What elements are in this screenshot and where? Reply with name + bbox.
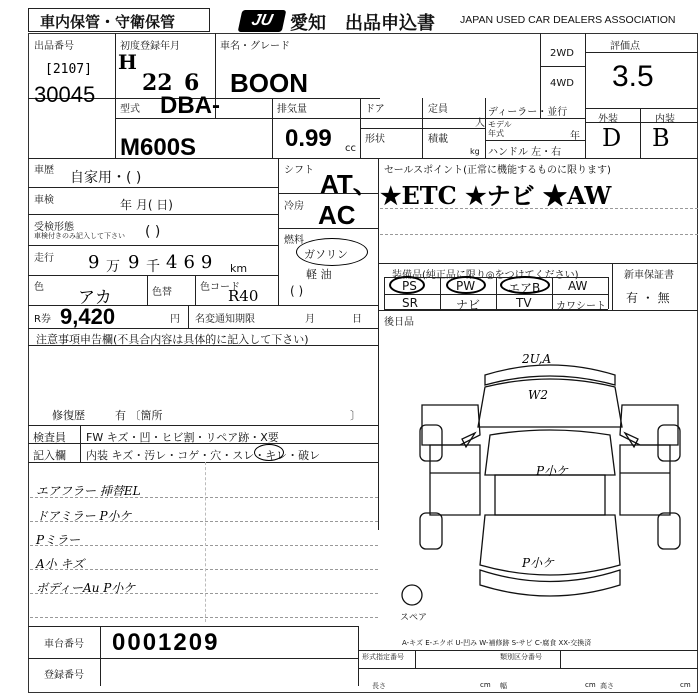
chassis-label: 車台番号 bbox=[44, 639, 84, 650]
drive-4wd-label: 4WD bbox=[550, 78, 574, 89]
col-line bbox=[195, 275, 196, 305]
row-line bbox=[358, 650, 698, 651]
col-line bbox=[384, 277, 385, 309]
mark-roof-front: W2 bbox=[528, 388, 548, 402]
col-line bbox=[608, 277, 609, 309]
row-line bbox=[585, 52, 698, 53]
entry-label: 記入欄 bbox=[33, 449, 66, 462]
lot-sub-value: [2107] bbox=[45, 62, 92, 77]
dealer-label: ディーラー・並行 bbox=[488, 107, 568, 118]
shift-value: AT、 bbox=[320, 169, 379, 199]
repair-label: 修復歴 bbox=[52, 409, 85, 422]
mileage-sen-value: 9 bbox=[128, 252, 140, 273]
history-value: 自家用・( ) bbox=[70, 170, 142, 186]
mark-rear: P小ケ bbox=[522, 556, 555, 570]
col-line bbox=[272, 98, 273, 158]
shaken-label: 車検 bbox=[34, 195, 54, 206]
back-date-label: 後日品 bbox=[384, 317, 414, 328]
length-label: 長さ bbox=[372, 682, 386, 690]
color-value: アカ bbox=[78, 288, 112, 308]
eq-ps: PS bbox=[402, 279, 417, 293]
ju-logo-text: JU bbox=[250, 12, 275, 29]
yen-label: 円 bbox=[170, 314, 180, 325]
col-line bbox=[415, 650, 416, 668]
rating-value: 3.5 bbox=[612, 60, 654, 93]
repair-close: 〕 bbox=[350, 409, 361, 422]
month-label: 月 bbox=[305, 314, 315, 325]
col-line bbox=[378, 158, 379, 530]
class-no-label: 類別区分番号 bbox=[500, 653, 542, 661]
drive-2wd-label: 2WD bbox=[550, 48, 574, 59]
interior-row: 内装 キズ・汚レ・コゲ・穴・スレ・キレ・破レ bbox=[86, 449, 321, 462]
year-unit-label: 年 bbox=[570, 131, 580, 142]
color-label: 色 bbox=[34, 282, 44, 293]
col-line bbox=[485, 98, 486, 158]
r-ken-value: 9,420 bbox=[60, 304, 116, 329]
mileage-rest-value: 469 bbox=[166, 252, 219, 273]
sales-point-value: ★ETC ★ナビ ★AW bbox=[380, 181, 612, 210]
handle-label: ハンドル 左・右 bbox=[488, 147, 562, 158]
width-unit: cm bbox=[585, 681, 596, 689]
exterior-label: 外装 bbox=[598, 114, 618, 125]
row-line bbox=[28, 187, 278, 188]
fuel-gas-circle bbox=[296, 238, 368, 266]
row-line bbox=[28, 214, 278, 215]
mileage-man-unit: 万 bbox=[106, 259, 120, 275]
row-line bbox=[378, 263, 698, 264]
receipt-note: 車検付きのみ記入して下さい bbox=[34, 232, 125, 240]
spare-label: スペア bbox=[400, 613, 428, 623]
shape-label: 形状 bbox=[365, 134, 385, 145]
col-line bbox=[560, 650, 561, 668]
aircon-label: 冷房 bbox=[284, 201, 304, 212]
handwritten-note-2: ドアミラー P小ケ bbox=[36, 509, 132, 523]
eq-airbag-circle bbox=[500, 276, 550, 294]
eq-ps-circle bbox=[389, 276, 425, 294]
notes-label: 注意事項申告欄(不具合内容は具体的に記入して下さい) bbox=[36, 333, 309, 346]
col-line bbox=[188, 305, 189, 328]
row-line bbox=[360, 128, 485, 129]
scratch-circle bbox=[254, 444, 284, 461]
eq-cassette: カワシート bbox=[556, 301, 606, 312]
document-title: 出品申込書 bbox=[345, 13, 435, 34]
handwritten-note-5: ボディーAu P小ケ bbox=[36, 581, 136, 595]
col-line bbox=[205, 462, 206, 622]
model-prefix-value: DBA- bbox=[160, 92, 220, 119]
dash-line bbox=[30, 617, 378, 618]
row-line bbox=[28, 345, 378, 346]
col-line bbox=[100, 626, 101, 686]
car-diagram bbox=[400, 345, 700, 615]
model-label: 型式 bbox=[120, 104, 140, 115]
form-no-label: 形式指定番号 bbox=[362, 653, 404, 661]
rating-label: 評価点 bbox=[610, 41, 640, 52]
cc-label: cc bbox=[345, 143, 356, 154]
car-name-label: 車名・グレード bbox=[220, 41, 290, 52]
damage-legend: A-キズ E-エクボ U-凹み W-補修跡 S-サビ C-腐食 XX-交換済 bbox=[402, 639, 592, 647]
col-line bbox=[147, 275, 148, 305]
receipt-form-label: 受検形態 bbox=[34, 222, 74, 233]
mark-roof: P小ケ bbox=[536, 464, 569, 478]
sales-point-label: セールスポイント(正常に機能するものに限ります) bbox=[384, 165, 611, 176]
mark-front: 2U,A bbox=[522, 352, 552, 366]
equipment-label: 装備品(純正品に限り◎をつけてください) bbox=[392, 270, 579, 281]
col-line bbox=[278, 158, 279, 305]
fuel-gas-option: ガソリン bbox=[304, 248, 348, 261]
persons-label: 人 bbox=[475, 118, 485, 129]
interior-grade-value: B bbox=[652, 124, 670, 152]
warranty-label: 新車保証書 bbox=[624, 270, 674, 281]
kg-label: kg bbox=[470, 147, 480, 156]
dash-line bbox=[380, 208, 698, 209]
reg-no-label: 登録番号 bbox=[44, 670, 84, 681]
row-line bbox=[585, 108, 698, 109]
fuel-other-option: ( ) bbox=[290, 284, 304, 298]
doors-label: ドア bbox=[365, 104, 385, 115]
handwritten-note-4: A小 キズ bbox=[36, 557, 85, 571]
displacement-label: 排気量 bbox=[277, 104, 307, 115]
brand-name: 愛知 bbox=[290, 13, 326, 34]
association-name: JAPAN USED CAR DEALERS ASSOCIATION bbox=[460, 14, 676, 26]
col-line bbox=[115, 33, 116, 158]
color-change-label: 色替 bbox=[152, 287, 172, 298]
row-line bbox=[540, 66, 585, 67]
warranty-value: 有 ・ 無 bbox=[626, 291, 670, 305]
handwritten-note-3: Pミラー bbox=[36, 533, 81, 547]
eq-tv: TV bbox=[516, 296, 532, 310]
eq-aw: AW bbox=[568, 279, 588, 293]
handwritten-note-1: エアフラー 挿替EL bbox=[36, 484, 141, 498]
length-unit: cm bbox=[480, 681, 491, 689]
eq-pw: PW bbox=[456, 279, 476, 293]
col-line bbox=[612, 263, 613, 310]
fuel-label: 燃料 bbox=[284, 235, 304, 246]
reg-year-value: 22 bbox=[142, 70, 173, 96]
name-change-label: 名変通知期限 bbox=[195, 314, 255, 325]
model-code-value: M600S bbox=[120, 134, 197, 161]
chassis-value: 0001209 bbox=[112, 629, 220, 656]
dash-line bbox=[30, 545, 378, 546]
mileage-sen-unit: 千 bbox=[146, 259, 160, 275]
lot-number-value: 30045 bbox=[34, 82, 96, 107]
eq-navi: ナビ bbox=[456, 298, 481, 312]
reg-month-value: 6 bbox=[184, 70, 200, 96]
era-value: H bbox=[118, 50, 137, 74]
capacity-label: 定員 bbox=[428, 104, 448, 115]
row-line bbox=[378, 310, 698, 311]
inspector-label: 検査員 bbox=[33, 431, 66, 444]
car-name-value: BOON bbox=[230, 68, 308, 98]
interior-label: 内装 bbox=[655, 114, 675, 125]
row-line bbox=[358, 668, 698, 669]
row-line bbox=[28, 658, 358, 659]
col-line bbox=[80, 425, 81, 462]
km-label: km bbox=[230, 262, 248, 275]
r-ken-label: R券 bbox=[34, 314, 51, 325]
first-reg-label: 初度登録年月 bbox=[120, 41, 180, 52]
model-year-label: モデル年式 bbox=[488, 120, 512, 138]
shift-label: シフト bbox=[284, 165, 314, 176]
history-label: 車歴 bbox=[34, 165, 54, 176]
eq-sr: SR bbox=[402, 296, 418, 310]
color-code-label: 色コード bbox=[200, 282, 240, 293]
fw-row: FW キズ・凹・ヒビ割・リペア跡・X要 bbox=[86, 431, 279, 444]
col-line bbox=[552, 277, 553, 309]
shaken-value: 年 月( 日) bbox=[120, 198, 173, 212]
title-box-text: 車内保管・守衛保管 bbox=[40, 13, 176, 31]
ju-logo bbox=[238, 10, 287, 32]
col-line bbox=[496, 277, 497, 309]
row-line bbox=[28, 626, 358, 627]
color-code-value: R40 bbox=[228, 287, 259, 305]
col-line bbox=[440, 277, 441, 309]
aircon-value: AC bbox=[318, 200, 356, 230]
mileage-man-value: 9 bbox=[88, 252, 100, 273]
eq-pw-circle bbox=[446, 276, 486, 294]
repair-value: 有 〔箇所 bbox=[115, 409, 163, 422]
height-label: 高さ bbox=[600, 682, 614, 690]
lot-number-label: 出品番号 bbox=[34, 41, 74, 52]
col-line bbox=[358, 626, 359, 686]
displacement-value: 0.99 bbox=[285, 125, 332, 152]
col-line bbox=[640, 108, 641, 158]
height-unit: cm bbox=[680, 681, 691, 689]
row-line bbox=[28, 245, 278, 246]
receipt-paren: ( ) bbox=[145, 224, 161, 240]
day-label: 日 bbox=[352, 314, 362, 325]
exterior-grade-value: D bbox=[602, 124, 622, 152]
load-label: 積載 bbox=[428, 134, 448, 145]
width-label: 幅 bbox=[500, 682, 507, 690]
mileage-label: 走行 bbox=[34, 253, 54, 264]
dash-line bbox=[380, 234, 698, 235]
fuel-diesel-option: 軽 油 bbox=[306, 268, 332, 281]
eq-airbag: エアB bbox=[508, 281, 541, 295]
